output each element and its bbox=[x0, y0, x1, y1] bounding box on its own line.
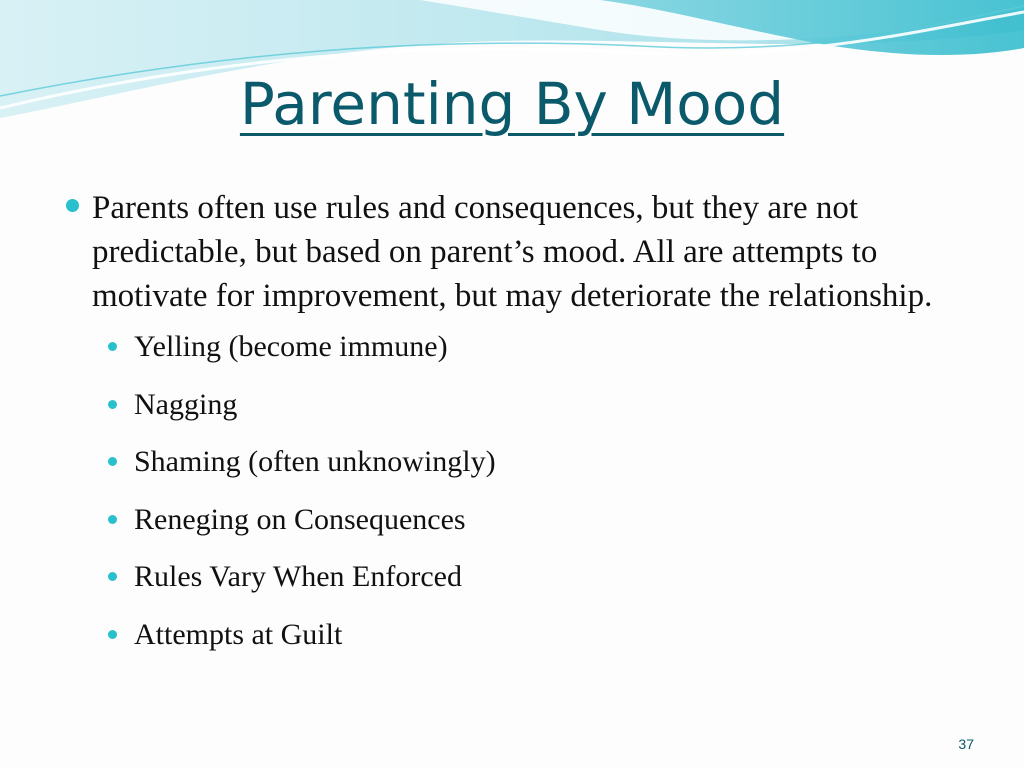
page-title-text: Parenting By Mood bbox=[239, 70, 785, 138]
list-item bbox=[64, 616, 964, 654]
main-bullet-text: Parents often use rules and consequences, but they are not predictable, but based on parent’s mood. All are attempts to motivate for improvement, but may deteriorate the relationship. bbox=[92, 190, 933, 314]
list-item-text: Attempts at Guilt bbox=[134, 617, 343, 651]
bullet-dot-icon bbox=[108, 515, 117, 524]
list-item bbox=[64, 501, 964, 539]
bullet-dot-icon bbox=[108, 400, 117, 409]
bullet-dot-icon bbox=[66, 199, 79, 212]
page-title bbox=[0, 66, 1024, 142]
list-item-text: Rules Vary When Enforced bbox=[134, 560, 462, 593]
list-item bbox=[64, 558, 964, 596]
list-item bbox=[64, 328, 964, 366]
list-item bbox=[64, 443, 964, 481]
bullet-dot-icon bbox=[108, 572, 117, 581]
list-item-text: Yelling (become immune) bbox=[134, 330, 448, 363]
bullet-dot-icon bbox=[108, 630, 117, 639]
sub-bullet-list bbox=[64, 328, 964, 654]
list-item bbox=[64, 386, 964, 424]
slide-content bbox=[64, 186, 964, 673]
slide-number: 37 bbox=[958, 736, 974, 752]
bullet-dot-icon bbox=[108, 457, 117, 466]
list-item-text: Reneging on Consequences bbox=[134, 502, 466, 536]
main-bullet bbox=[64, 186, 964, 318]
list-item-text: Nagging bbox=[134, 387, 238, 421]
list-item-text: Shaming (often unknowingly) bbox=[134, 445, 496, 478]
bullet-dot-icon bbox=[108, 342, 117, 351]
